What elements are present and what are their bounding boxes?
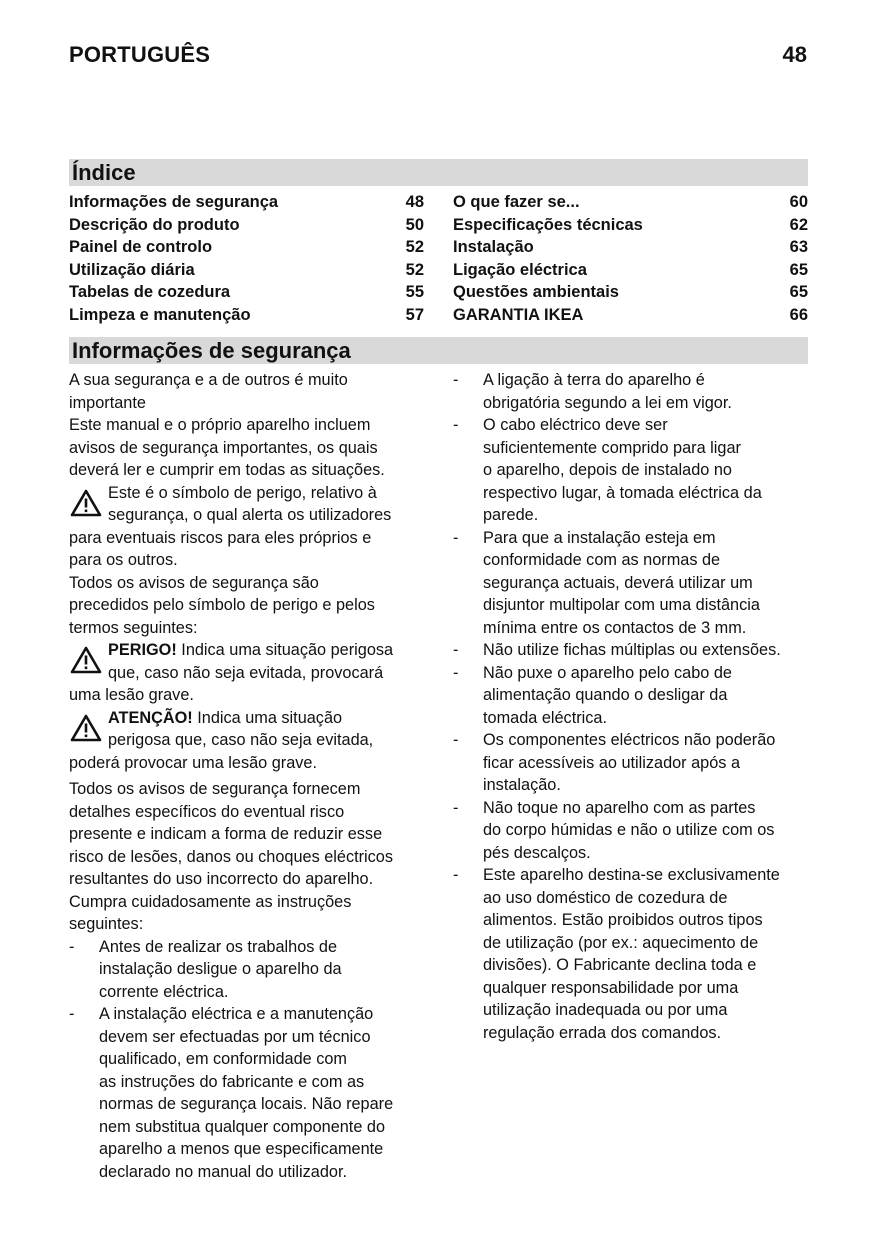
- list-item-text: [99, 1003, 427, 1183]
- list-item: [69, 936, 427, 1004]
- atencao-text: poderá provocar uma lesão grave.: [69, 753, 317, 772]
- toc-entry-page: 52: [405, 238, 424, 256]
- list-dash: -: [69, 937, 75, 956]
- details-line: seguintes:: [69, 915, 144, 933]
- list-dash: -: [453, 663, 459, 682]
- toc-entry-label: Limpeza e manutenção: [69, 305, 251, 324]
- list-item-text: [483, 414, 813, 527]
- toc-entry-label: Painel de controlo: [69, 238, 213, 256]
- toc-entry-page: 65: [789, 283, 808, 301]
- list-item-line: disjuntor multipolar com uma distância: [483, 596, 760, 614]
- list-item-text: [483, 864, 813, 1044]
- list-item-line: Antes de realizar os trabalhos de: [99, 937, 338, 956]
- toc-entry: [69, 281, 424, 304]
- list-item-line: pés descalços.: [483, 843, 591, 862]
- list-item-line: qualquer responsabilidade por uma: [483, 978, 739, 997]
- toc-entry-label: GARANTIA IKEA: [453, 305, 584, 324]
- list-item-line: respectivo lugar, à tomada eléctrica da: [483, 483, 762, 502]
- toc-entry-page: 48: [405, 193, 424, 211]
- warning-triangle-icon: [69, 488, 103, 518]
- toc-entry: [453, 304, 808, 327]
- toc-entry-page: 65: [789, 260, 808, 279]
- list-item: [69, 1003, 427, 1183]
- list-item-line: segurança actuais, deverá utilizar um: [483, 573, 753, 592]
- toc-entry-label: Ligação eléctrica: [453, 260, 587, 279]
- list-item: [453, 797, 813, 865]
- list-item-line: instalação desligue o aparelho da: [99, 960, 342, 978]
- toc-entry-page: 62: [789, 215, 808, 234]
- list-item-line: qualificado, em conformidade com: [99, 1050, 347, 1068]
- list-item-line: o aparelho, depois de instalado no: [483, 461, 732, 479]
- list-item-line: mínima entre os contactos de 3 mm.: [483, 618, 747, 637]
- toc-entry-label: Questões ambientais: [453, 283, 619, 301]
- list-item-text: [483, 797, 813, 865]
- list-dash: -: [453, 416, 459, 434]
- toc-entry-page: 55: [405, 283, 424, 301]
- list-item-line: Não toque no aparelho com as partes: [483, 798, 756, 817]
- list-item: [453, 414, 813, 527]
- toc-entry-label: Descrição do produto: [69, 215, 240, 234]
- page-number: 48: [782, 42, 807, 67]
- toc-entry: [69, 259, 424, 282]
- atencao-warning: [69, 707, 427, 775]
- toc-entry-label: Instalação: [453, 238, 534, 256]
- list-dash: -: [453, 641, 459, 659]
- perigo-text: uma lesão grave.: [69, 686, 194, 704]
- list-item-line: devem ser efectuadas por um técnico: [99, 1027, 371, 1046]
- safety-section-title: Informações de segurança: [69, 337, 808, 364]
- list-item: [453, 639, 813, 662]
- list-item: [453, 729, 813, 797]
- list-item-line: A ligação à terra do aparelho é: [483, 371, 705, 389]
- atencao-keyword: ATENÇÃO!: [108, 708, 193, 727]
- details-line: Cumpra cuidadosamente as instruções: [69, 892, 352, 911]
- list-item-line: do corpo húmidas e não o utilize com os: [483, 821, 775, 839]
- list-item-line: aparelho a menos que especificamente: [99, 1140, 384, 1158]
- toc-title: Índice: [69, 159, 808, 186]
- perigo-text: que, caso não seja evitada, provocará: [108, 663, 384, 682]
- list-item-line: alimentos. Estão proibidos outros tipos: [483, 911, 763, 929]
- list-item-line: ao uso doméstico de cozedura de: [483, 888, 728, 907]
- details-line: detalhes específicos do eventual risco: [69, 802, 345, 821]
- intro-line: Todos os avisos de segurança são: [69, 573, 319, 592]
- toc-entry: [453, 259, 808, 282]
- toc-entry-page: 66: [789, 305, 808, 324]
- symbol-note-line: para eventuais riscos para eles próprios e: [69, 528, 372, 547]
- list-item-line: utilização inadequada ou por uma: [483, 1001, 728, 1019]
- list-item-line: suficientemente comprido para ligar: [483, 438, 741, 457]
- list-item-line: O cabo eléctrico deve ser: [483, 416, 668, 434]
- list-item-line: tomada eléctrica.: [483, 708, 607, 727]
- details-line: Todos os avisos de segurança fornecem: [69, 780, 361, 798]
- list-item-text: [483, 369, 813, 414]
- intro-line: importante: [69, 393, 146, 412]
- toc-entry: [69, 191, 424, 214]
- toc-entry-page: 63: [789, 238, 808, 256]
- list-item-line: Para que a instalação esteja em: [483, 528, 716, 547]
- details-line: resultantes do uso incorrecto do aparelho.: [69, 870, 374, 888]
- symbol-note-line: segurança, o qual alerta os utilizadores: [108, 506, 392, 524]
- atencao-text: Indica uma situação: [192, 708, 343, 727]
- toc-entry-label: Utilização diária: [69, 260, 195, 279]
- toc-entry-label: Tabelas de cozedura: [69, 283, 231, 301]
- list-item-line: regulação errada dos comandos.: [483, 1023, 722, 1042]
- list-item-text: [483, 729, 813, 797]
- toc-entry: [453, 214, 808, 237]
- list-dash: -: [453, 731, 459, 749]
- left-text-column: [69, 369, 427, 1183]
- warning-triangle-icon: [69, 713, 103, 743]
- perigo-warning: [69, 639, 427, 707]
- toc-entry-page: 60: [789, 193, 808, 211]
- intro-line: deverá ler e cumprir em todas as situações.: [69, 461, 385, 479]
- header-language: PORTUGUÊS: [69, 42, 211, 67]
- danger-symbol-note: [69, 482, 427, 572]
- list-item-text: [483, 527, 813, 640]
- list-item-line: corrente eléctrica.: [99, 982, 229, 1001]
- list-dash: -: [453, 528, 459, 547]
- toc-entry-page: 57: [405, 305, 424, 324]
- list-item-text: [483, 639, 813, 662]
- right-text-column: [453, 369, 813, 1044]
- list-item-line: de utilização (por ex.: aquecimento de: [483, 933, 759, 952]
- intro-line: precedidos pelo símbolo de perigo e pelos: [69, 596, 375, 614]
- toc-entry-label: Especificações técnicas: [453, 215, 643, 234]
- toc-entry-label: O que fazer se...: [453, 193, 580, 211]
- list-item-line: instalação.: [483, 776, 561, 794]
- toc-entry-page: 52: [405, 260, 424, 279]
- list-item-line: Não utilize fichas múltiplas ou extensões.: [483, 641, 781, 659]
- list-dash: -: [69, 1005, 75, 1023]
- warning-triangle-icon: [69, 645, 103, 675]
- details-line: presente e indicam a forma de reduzir esse: [69, 825, 383, 843]
- details-line: risco de lesões, danos ou choques eléctricos: [69, 847, 394, 866]
- list-dash: -: [453, 866, 459, 884]
- list-item-line: parede.: [483, 506, 539, 524]
- list-item-line: divisões). O Fabricante declina toda e: [483, 956, 757, 974]
- perigo-text: Indica uma situação perigosa: [176, 641, 394, 659]
- intro-line: A sua segurança e a de outros é muito: [69, 371, 348, 389]
- intro-line: termos seguintes:: [69, 618, 198, 637]
- toc-left-column: [69, 191, 424, 326]
- list-item-line: ficar acessíveis ao utilizador após a: [483, 753, 741, 772]
- list-dash: -: [453, 371, 459, 389]
- list-item: [453, 864, 813, 1044]
- intro-line: Este manual e o próprio aparelho incluem: [69, 416, 371, 434]
- list-item-line: nem substitua qualquer componente do: [99, 1117, 386, 1136]
- list-item-line: Os componentes eléctricos não poderão: [483, 731, 776, 749]
- list-item-text: [483, 662, 813, 730]
- perigo-keyword: PERIGO!: [108, 641, 177, 659]
- toc-entry: [453, 281, 808, 304]
- list-item: [453, 527, 813, 640]
- symbol-note-line: Este é o símbolo de perigo, relativo à: [108, 483, 377, 502]
- intro-line: avisos de segurança importantes, os quais: [69, 438, 378, 457]
- toc-entry: [453, 191, 808, 214]
- toc-entry: [69, 304, 424, 327]
- list-item: [453, 369, 813, 414]
- toc-entry: [69, 214, 424, 237]
- list-item-line: declarado no manual do utilizador.: [99, 1162, 348, 1181]
- list-item-line: Não puxe o aparelho pelo cabo de: [483, 663, 732, 682]
- toc-entry: [69, 236, 424, 259]
- list-item: [453, 662, 813, 730]
- toc-entry: [453, 236, 808, 259]
- symbol-note-line: para os outros.: [69, 551, 178, 569]
- list-item-line: alimentação quando o desligar da: [483, 686, 728, 704]
- list-dash: -: [453, 798, 459, 817]
- list-item-line: obrigatória segundo a lei em vigor.: [483, 393, 732, 412]
- toc-entry-label: Informações de segurança: [69, 193, 279, 211]
- atencao-text: perigosa que, caso não seja evitada,: [108, 731, 374, 749]
- toc-entry-page: 50: [405, 215, 424, 234]
- list-item-line: conformidade com as normas de: [483, 551, 721, 569]
- list-item-line: Este aparelho destina-se exclusivamente: [483, 866, 780, 884]
- list-item-line: normas de segurança locais. Não repare: [99, 1095, 394, 1113]
- list-item-text: [99, 936, 427, 1004]
- toc-right-column: [453, 191, 808, 326]
- list-item-line: A instalação eléctrica e a manutenção: [99, 1005, 374, 1023]
- list-item-line: as instruções do fabricante e com as: [99, 1072, 365, 1091]
